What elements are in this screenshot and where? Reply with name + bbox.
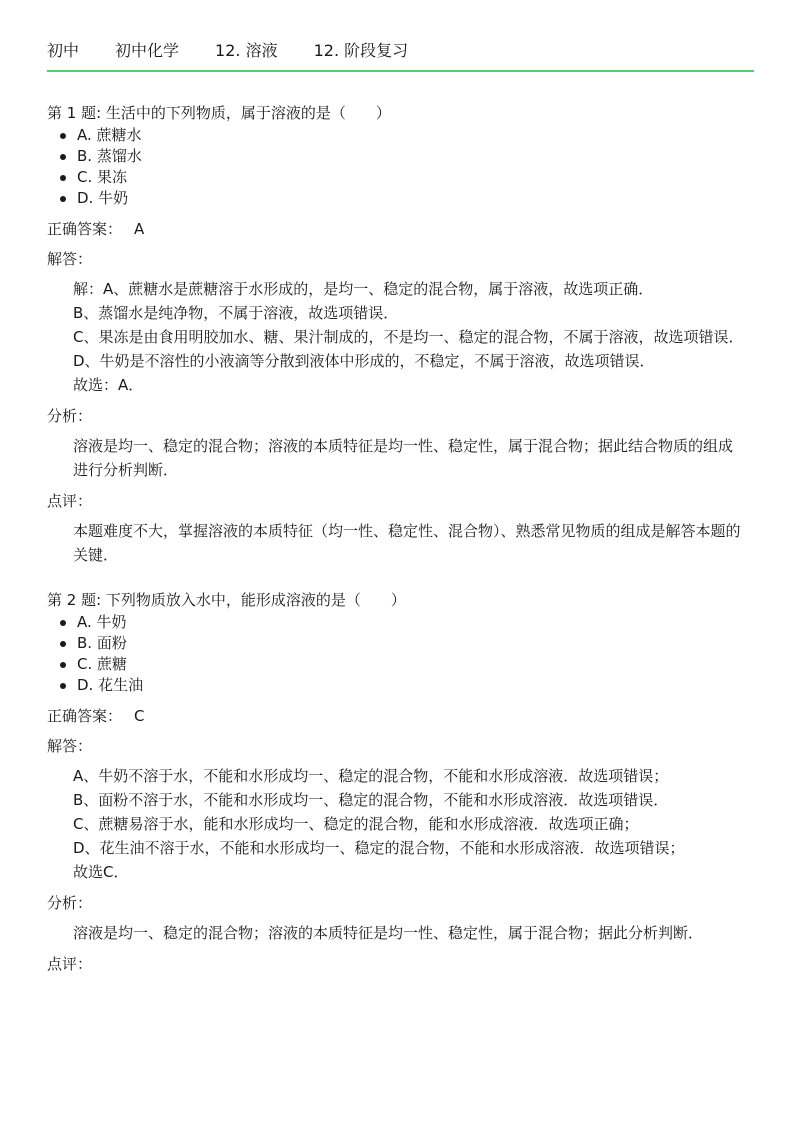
analysis-body <box>47 914 747 945</box>
option-a: A. 牛奶 <box>77 612 747 633</box>
solution-line: C、蔗糖易溶于水，能和水形成均一、稳定的混合物，能和水形成溶液．故选项正确； <box>73 815 639 833</box>
breadcrumb-subject[interactable]: 初中化学 <box>115 41 180 60</box>
analysis-text: 溶液是均一、稳定的混合物；溶液的本质特征是均一性、稳定性，属于混合物；据此分析判断． <box>73 924 704 942</box>
header-divider <box>47 70 754 72</box>
solution-line: B、面粉不溶于水，不能和水形成均一、稳定的混合物，不能和水形成溶液．故选项错误． <box>73 791 669 809</box>
question-1 <box>47 102 747 567</box>
solution-line: C、果冻是由食用明胶加水、糖、果汁制成的，不是均一、稳定的混合物，不属于溶液，故选项错误． <box>73 328 744 346</box>
question-list <box>47 102 747 997</box>
solution-label: 解答： <box>47 737 93 755</box>
breadcrumb-section[interactable]: 12. 阶段复习 <box>313 41 409 60</box>
analysis-label: 分析： <box>47 894 93 912</box>
question-2 <box>47 589 747 975</box>
option-c: C. 果冻 <box>77 167 747 188</box>
question-title: 第 1 题: 生活中的下列物质，属于溶液的是（ ） <box>47 104 391 122</box>
correct-answer <box>47 705 747 727</box>
correct-answer-label: 正确答案： <box>47 707 123 725</box>
analysis-label: 分析： <box>47 407 93 425</box>
solution-label: 解答： <box>47 250 93 268</box>
correct-answer <box>47 218 747 240</box>
question-title: 第 2 题: 下列物质放入水中，能形成溶液的是（ ） <box>47 591 406 609</box>
option-b: B. 蒸馏水 <box>77 146 747 167</box>
correct-answer-label: 正确答案： <box>47 220 123 238</box>
option-list <box>47 612 747 696</box>
solution-line: 故选：A． <box>73 376 144 394</box>
correct-answer-value: A <box>134 220 145 238</box>
solution-line: 解：A、蔗糖水是蔗糖溶于水形成的，是均一、稳定的混合物，属于溶液，故选项正确． <box>73 280 654 298</box>
solution-body <box>47 270 747 397</box>
comment-text: 本题难度不大，掌握溶液的本质特征（均一性、稳定性、混合物）、熟悉常见物质的组成是解答本题的关键． <box>73 522 741 564</box>
solution-line: B、蒸馏水是纯净物，不属于溶液，故选项错误． <box>73 304 399 322</box>
breadcrumb-level[interactable]: 初中 <box>47 41 80 60</box>
option-d: D. 花生油 <box>77 675 747 696</box>
comment-label: 点评： <box>47 492 93 510</box>
breadcrumb <box>47 40 444 62</box>
correct-answer-value: C <box>134 707 145 725</box>
option-d: D. 牛奶 <box>77 188 747 209</box>
analysis-body <box>47 427 747 482</box>
solution-line: A、牛奶不溶于水，不能和水形成均一、稳定的混合物，不能和水形成溶液．故选项错误； <box>73 767 669 785</box>
comment-label: 点评： <box>47 955 93 973</box>
option-a: A. 蔗糖水 <box>77 125 747 146</box>
breadcrumb-chapter[interactable]: 12. 溶液 <box>215 41 278 60</box>
option-list <box>47 125 747 209</box>
solution-line: D、花生油不溶于水，不能和水形成均一、稳定的混合物，不能和水形成溶液．故选项错误； <box>73 839 685 857</box>
solution-line: D、牛奶是不溶性的小液滴等分散到液体中形成的，不稳定，不属于溶液，故选项错误． <box>73 352 655 370</box>
option-b: B. 面粉 <box>77 633 747 654</box>
comment-body <box>47 512 747 567</box>
solution-line: 故选C． <box>73 863 129 881</box>
option-c: C. 蔗糖 <box>77 654 747 675</box>
analysis-text: 溶液是均一、稳定的混合物；溶液的本质特征是均一性、稳定性，属于混合物；据此结合物质的组成进行分析判断． <box>73 437 734 479</box>
solution-body <box>47 757 747 884</box>
